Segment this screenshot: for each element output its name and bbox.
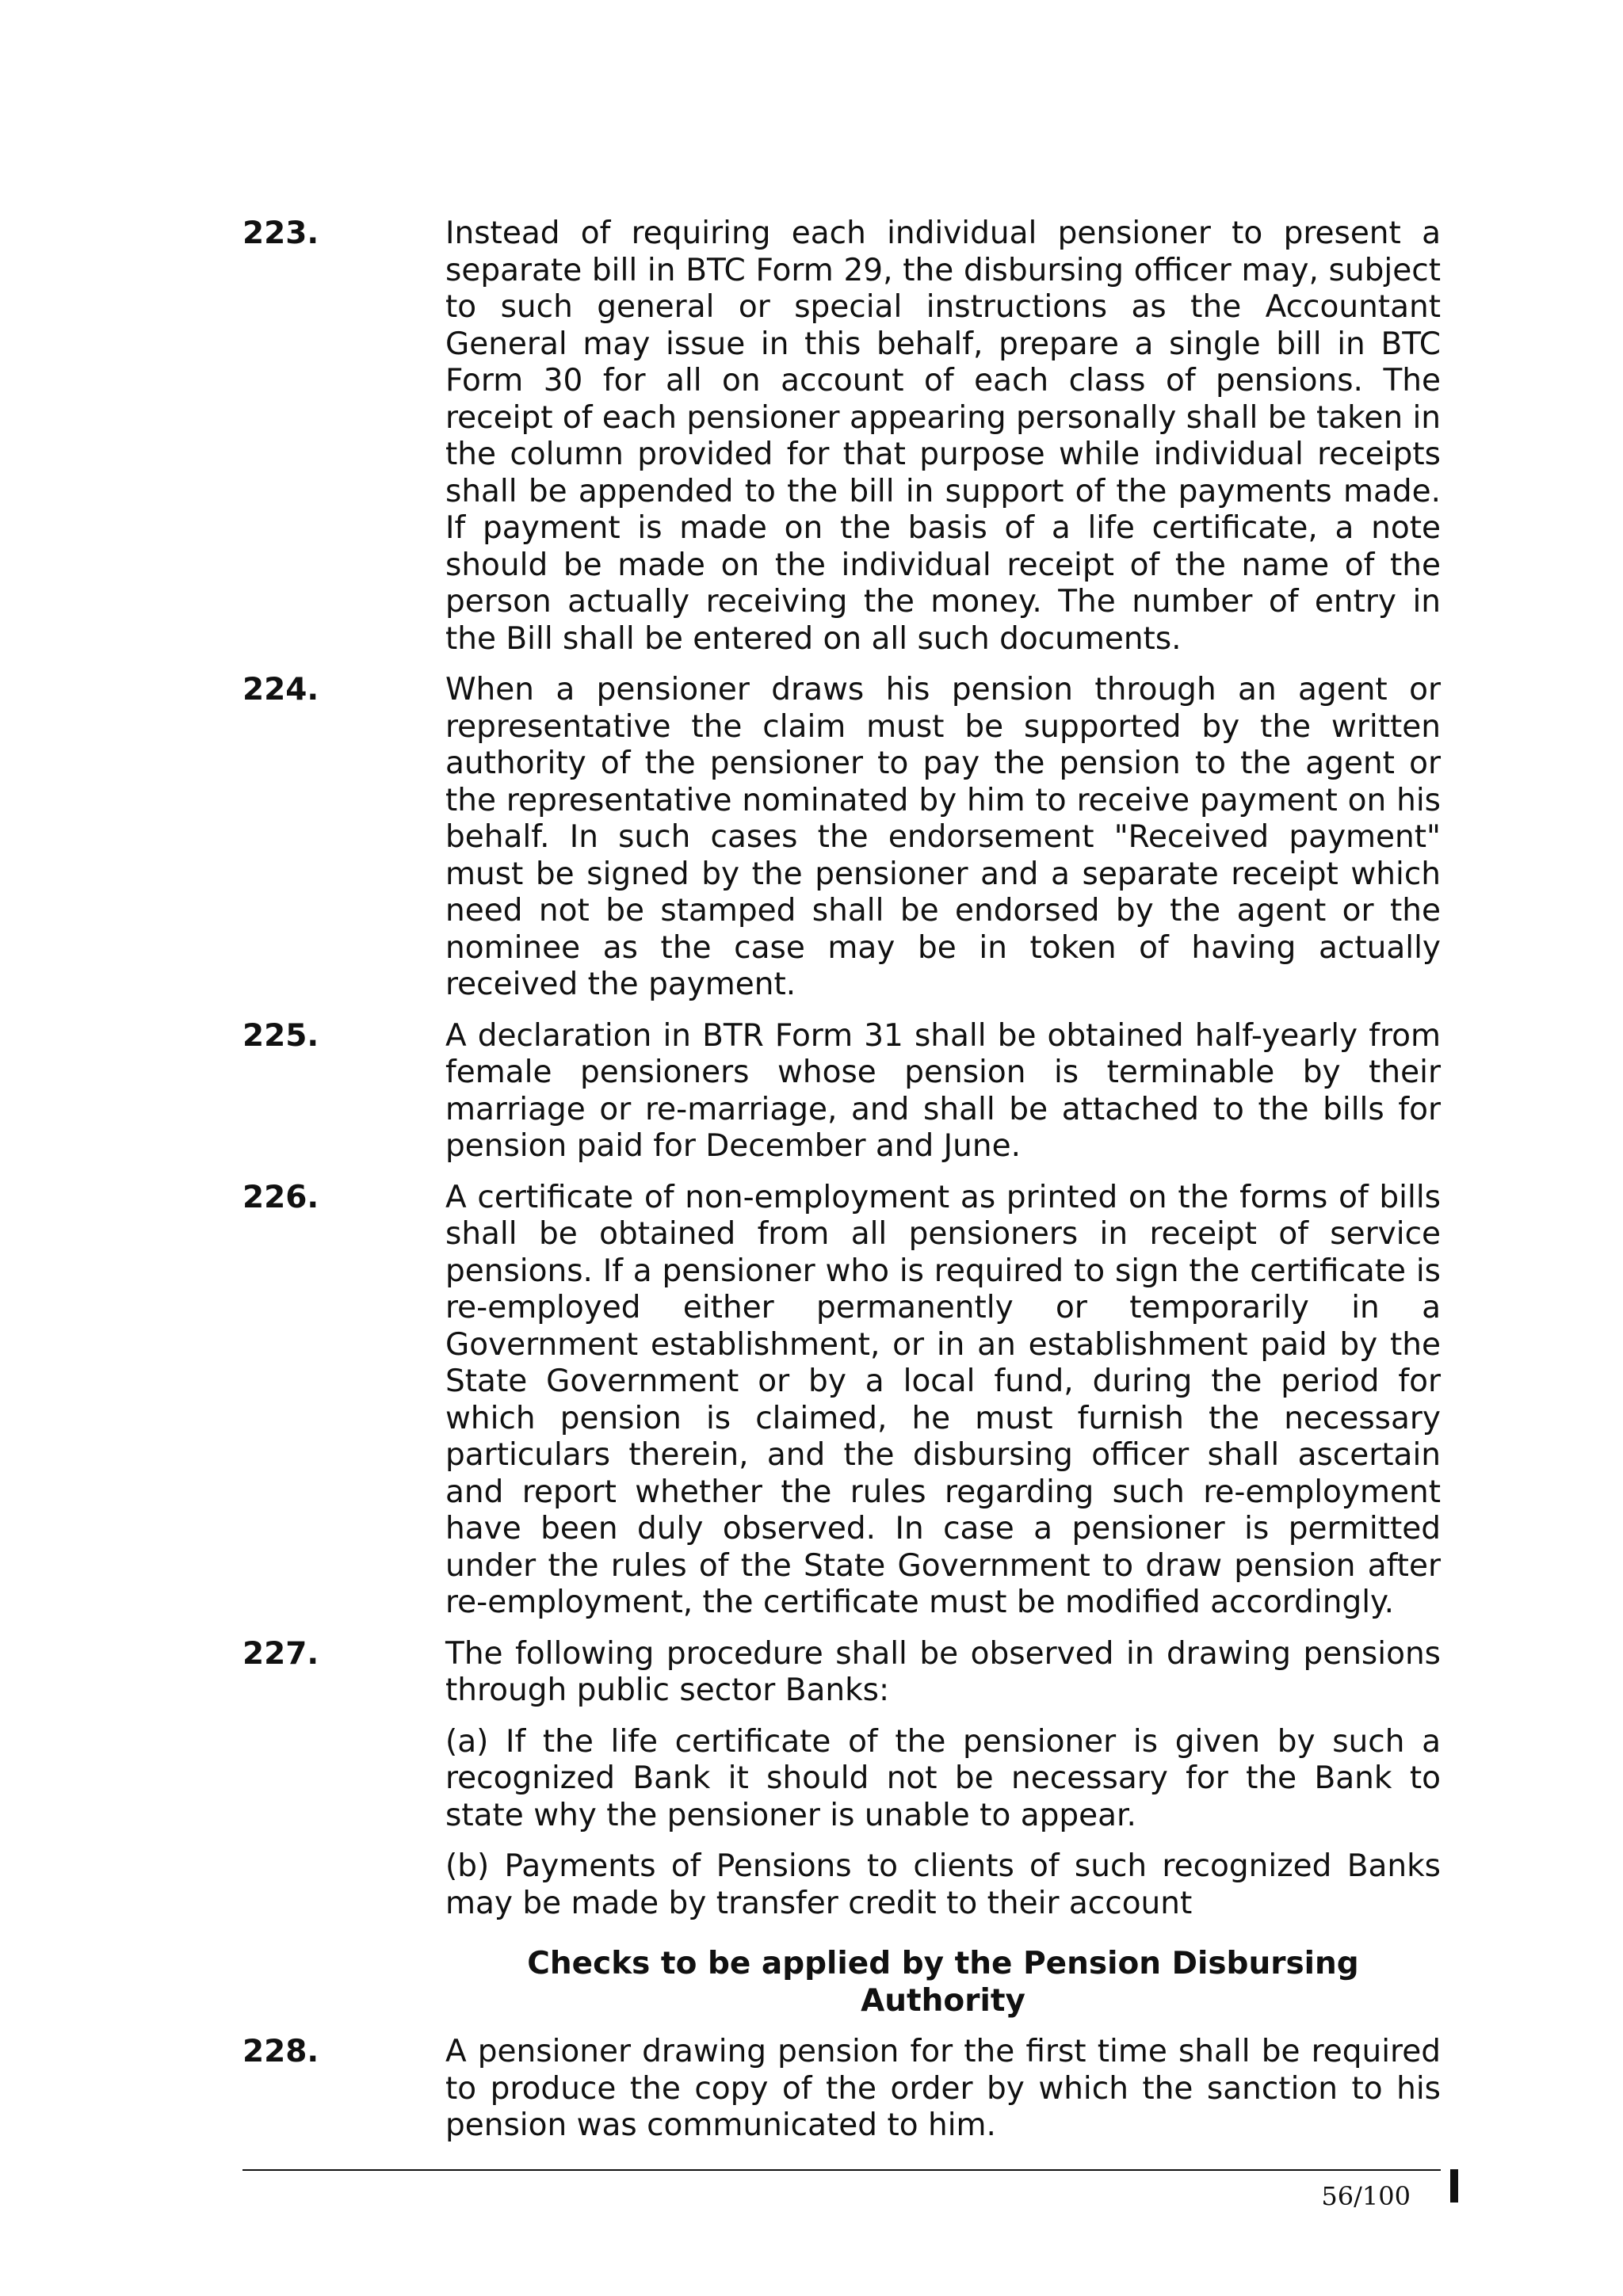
- paragraph-223: [242, 215, 1441, 658]
- paragraph-number: 228.: [242, 2034, 319, 2069]
- paragraph-226: [242, 1180, 1441, 1622]
- paragraph-number: 225.: [242, 1017, 319, 1054]
- subclause-b: (b) Payments of Pensions to clients of such recognized Banks may be made by transfer credit to their account: [445, 1848, 1441, 1921]
- paragraph-number: 224.: [242, 672, 319, 707]
- paragraph-text: A certificate of non-employment as printed on the forms of bills shall be obtained from all pensioners in receipt of service pensions. If a pensioner who is required to sign the certificate is re-employed either permanently or temporarily in a Government establishment, or in an establishment paid by the State Government or by a local fund, during the period for which pension is claimed, he must furnish the necessary particulars therein, and the disbursing officer shall ascertain and report whether the rules regarding such re-employment have been duly observed. In case a pensioner is permitted under the rules of the State Government to draw pension after re-employment, the certificate must be modified accordingly.: [445, 1179, 1441, 1620]
- subclause-a: (a) If the life certificate of the pensioner is given by such a recognized Bank it should not be necessary for the Bank to state why the pensioner is unable to appear.: [445, 1723, 1441, 1833]
- paragraph-text: A pensioner drawing pension for the first time shall be required to produce the copy of the order by which the sanction to his pension was communicated to him.: [445, 2034, 1441, 2143]
- paragraph-text: The following procedure shall be observed in drawing pensions through public sector Banks:: [445, 1635, 1441, 1708]
- paragraph-224: [242, 672, 1441, 1004]
- page-number: 56/100: [1321, 2181, 1411, 2211]
- footer-divider: [242, 2169, 1441, 2171]
- paragraph-225: [242, 1018, 1441, 1165]
- document-body: [242, 215, 1441, 2159]
- paragraph-text: When a pensioner draws his pension through an agent or representative the claim must be supported by the written authority of the pensioner to pay the pension to the agent or the representative nominated by him to receive payment on his behalf. In such cases the endorsement "Received payment" must be signed by the pensioner and a separate receipt which need not be stamped shall be endorsed by the agent or the nominee as the case may be in token of having actually received the payment.: [445, 672, 1441, 1002]
- paragraph-227: [242, 1636, 1441, 1710]
- paragraph-number: 223.: [242, 215, 319, 251]
- paragraph-number: 227.: [242, 1635, 319, 1672]
- footer-bar-mark: [1450, 2169, 1458, 2203]
- paragraph-number: 226.: [242, 1179, 319, 1215]
- section-heading: Checks to be applied by the Pension Disbursing Authority: [527, 1946, 1359, 2019]
- paragraph-228: [242, 2034, 1441, 2145]
- paragraph-text: Instead of requiring each individual pensioner to present a separate bill in BTC Form 29, the disbursing officer may, subject to such general or special instructions as the Accountant General may issue in this behalf, prepare a single bill in BTC Form 30 for all on account of each class of pensions. The receipt of each pensioner appearing personally shall be taken in the column provided for that purpose while individual receipts shall be appended to the bill in support of the payments made. If payment is made on the basis of a life certificate, a note should be made on the individual receipt of the name of the person actually receiving the money. The number of entry in the Bill shall be entered on all such documents.: [445, 215, 1441, 657]
- paragraph-text: A declaration in BTR Form 31 shall be obtained half-yearly from female pensioners whose pension is terminable by their marriage or re-marriage, and shall be attached to the bills for pension paid for December and June.: [445, 1017, 1441, 1164]
